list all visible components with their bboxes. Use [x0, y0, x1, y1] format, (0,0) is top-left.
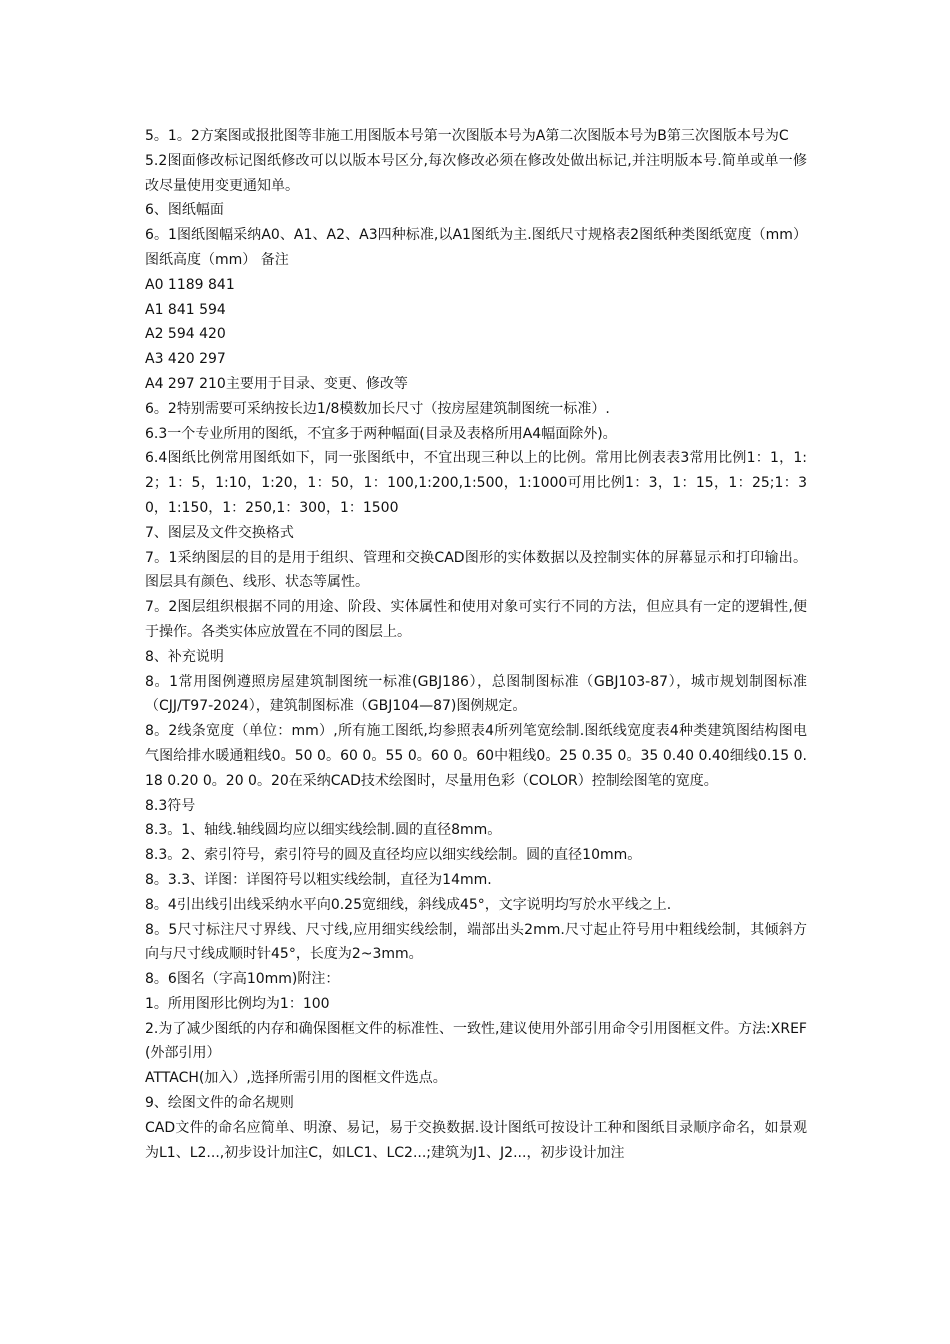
- note-2: 2.为了减少图纸的内存和确保图框文件的标准性、一致性,建议使用外部引用命令引用图框文件。方法:XREF(外部引用）: [145, 1020, 807, 1062]
- paragraph-8-3-2: 8.3。2、索引符号，索引符号的圆及直径均应以细实线绘制。圆的直径10mm。: [145, 847, 642, 864]
- paragraph-5-1-2: 5。1。2方案图或报批图等非施工用图版本号第一次图版本号为A第二次图版本号为B第三次图版本号为C: [145, 128, 789, 144]
- paragraph-8-3-3: 8。3.3、详图：详图符号以粗实线绘制，直径为14mm.: [145, 871, 492, 888]
- paragraph-7-1: 7。1采纳图层的目的是用于组织、管理和交换CAD图形的实体数据以及控制实体的屏幕显示和打印输出。图层具有颜色、线形、状态等属性。: [145, 549, 807, 591]
- paper-size-a0: A0 1189 841: [145, 276, 235, 293]
- paragraph-8-6: 8。6图名（字高10mm)附注：: [145, 971, 340, 988]
- document-body: [145, 124, 807, 1165]
- heading-8: 8、补充说明: [145, 648, 224, 665]
- paper-size-a3: A3 420 297: [145, 351, 226, 368]
- heading-7: 7、图层及文件交换格式: [145, 524, 294, 541]
- paragraph-8-2: 8。2线条宽度（单位：mm）,所有施工图纸,均参照表4所列笔宽绘制.图纸线宽度表4种类建筑图结构图电气图给排水暖通粗线0。50 0。60 0。55 0。60 0。60中粗线0。25 0.35 0。35 0.40 0.40细线0.15 0.18 0.20 0。20 0。20在采纳CAD技术绘图时，尽量用色彩（COLOR）控制绘图笔的宽度。: [145, 723, 807, 789]
- heading-9: 9、绘图文件的命名规则: [145, 1095, 294, 1112]
- heading-6: 6、图纸幅面: [145, 202, 224, 219]
- note-2-continued: ATTACH(加入）,选择所需引用的图框文件选点。: [145, 1070, 447, 1087]
- paragraph-6-2: 6。2特别需要可采纳按长边1/8模数加长尺寸（按房屋建筑制图统一标准）.: [145, 400, 610, 417]
- note-1: 1。所用图形比例均为1：100: [145, 995, 330, 1012]
- paragraph-7-2: 7。2图层组织根据不同的用途、阶段、实体属性和使用对象可实行不同的方法，但应具有一定的逻辑性,便于操作。各类实体应放置在不同的图层上。: [145, 599, 807, 640]
- paper-size-a4: A4 297 210主要用于目录、变更、修改等: [145, 375, 408, 392]
- paragraph-8-5: 8。5尺寸标注尺寸界线、尺寸线,应用细实线绘制，端部出头2mm.尺寸起止符号用中粗线绘制，其倾斜方向与尺寸线成顺时针45°，长度为2~3mm。: [145, 921, 807, 963]
- paragraph-6-1: 6。1图纸图幅采纳A0、A1、A2、A3四种标准,以A1图纸为主.图纸尺寸规格表2图纸种类图纸宽度（mm）图纸高度（mm） 备注: [145, 227, 807, 268]
- heading-8-3: 8.3符号: [145, 797, 196, 814]
- paragraph-8-3-1: 8.3。1、轴线.轴线圆均应以细实线绘制.圆的直径8mm。: [145, 822, 502, 839]
- paragraph-8-4: 8。4引出线引出线采纳水平向0.25宽细线，斜线成45°，文字说明均写於水平线之上.: [145, 896, 672, 913]
- paper-size-a1: A1 841 594: [145, 301, 226, 318]
- paragraph-6-4: 6.4图纸比例常用图纸如下，同一张图纸中，不宜出现三种以上的比例。常用比例表表3常用比例1：1，1:2；1：5，1:10，1:20，1：50，1：100,1:200,1:500，1:1000可用比例1：3，1：15，1：25;1：30，1:150，1：250,1：300，1：1500: [145, 450, 807, 516]
- paragraph-6-3: 6.3一个专业所用的图纸，不宜多于两种幅面(目录及表格所用A4幅面除外)。: [145, 425, 617, 442]
- paragraph-9: CAD文件的命名应简单、明潦、易记，易于交换数据.设计图纸可按设计工种和图纸目录顺序命名，如景观为L1、L2...,初步设计加注C，如LC1、LC2...;建筑为J1、J2...，初步设计加注: [145, 1119, 807, 1161]
- paragraph-8-1: 8。1常用图例遵照房屋建筑制图统一标准(GBJ186），总图制图标准（GBJ103-87），城市规划制图标准（CJJ/T97-2024），建筑制图标准（GBJ104—87)图例规定。: [145, 673, 807, 715]
- paper-size-a2: A2 594 420: [145, 326, 226, 343]
- paragraph-5-2: 5.2图面修改标记图纸修改可以以版本号区分,每次修改必须在修改处做出标记,并注明版本号.简单或单一修改尽量使用变更通知单。: [145, 152, 807, 194]
